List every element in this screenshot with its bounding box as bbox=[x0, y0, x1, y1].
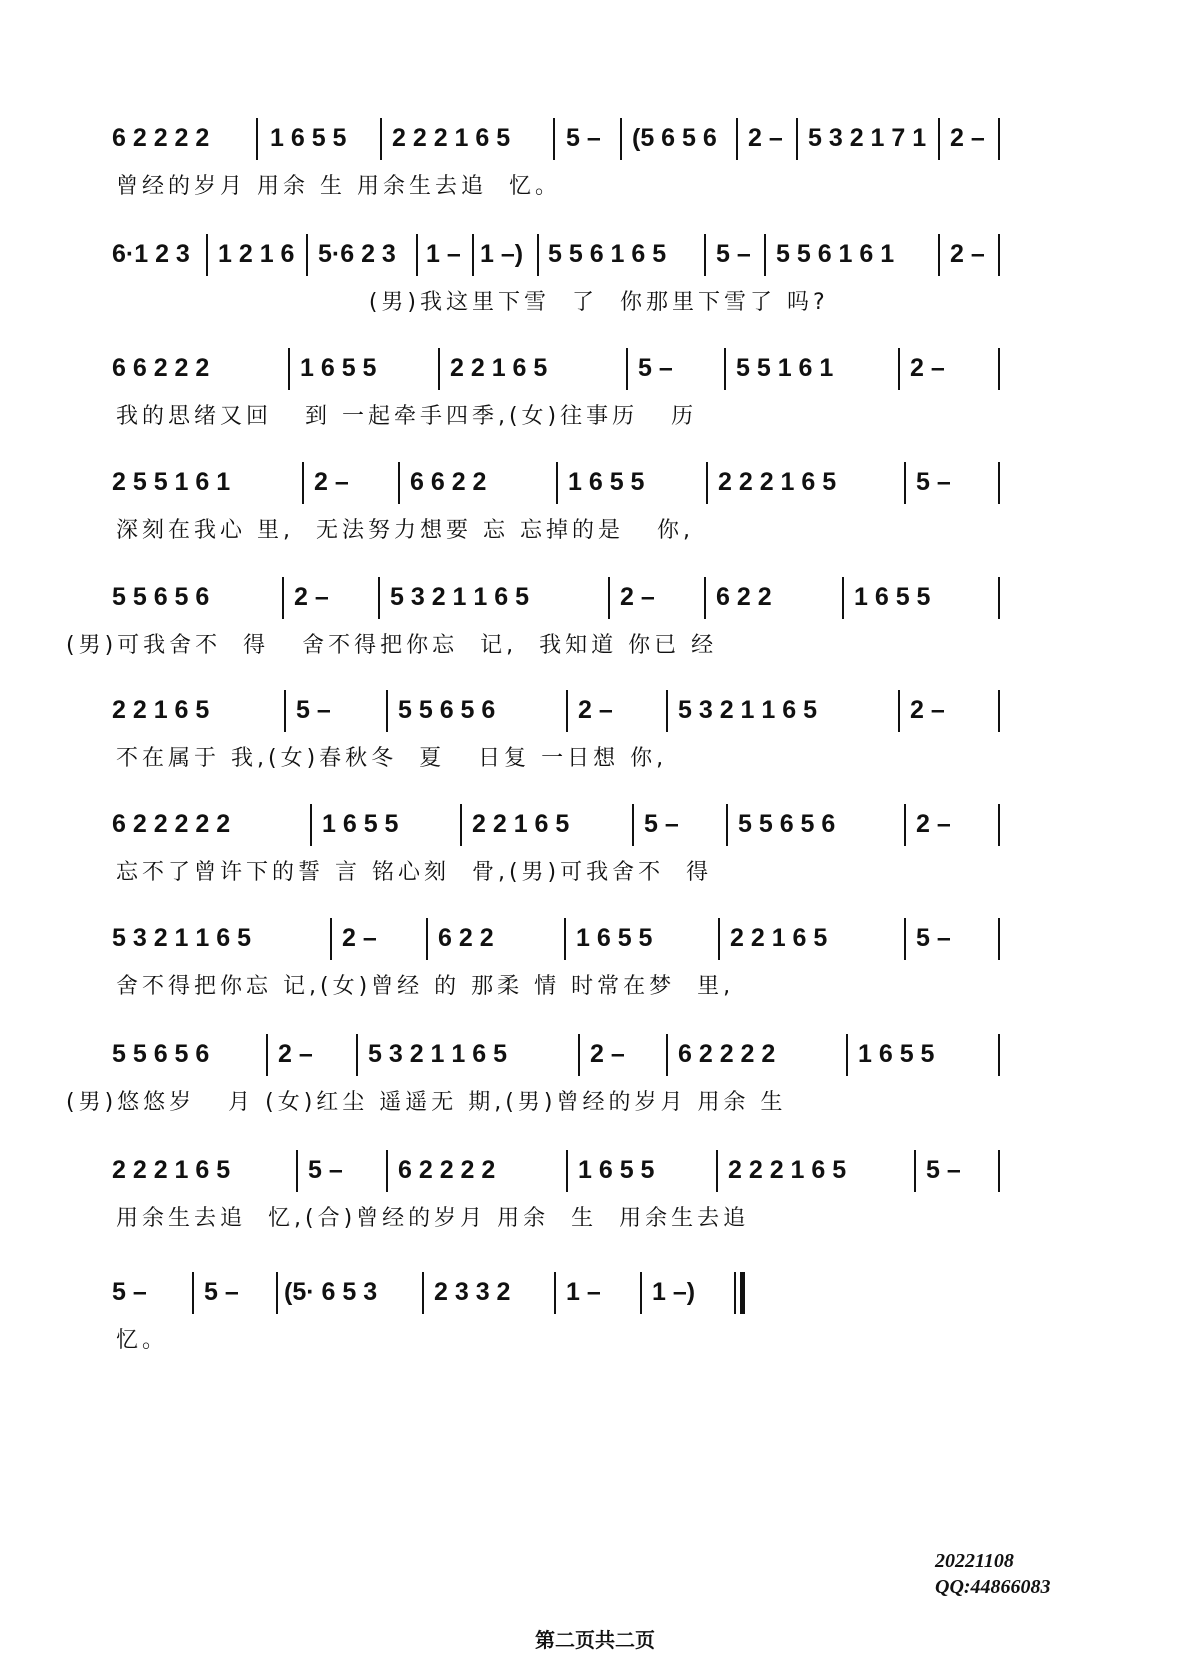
measure: 2 3 3 2 bbox=[434, 1278, 511, 1306]
barline bbox=[566, 690, 568, 732]
measure: 2 2 1 6 5 bbox=[112, 696, 210, 724]
lyric-line: 不在属于 我,(女)春秋冬 夏 日复 一日想 你, bbox=[116, 746, 668, 771]
signature-qq: QQ:44866083 bbox=[935, 1576, 1051, 1598]
measure: 1 6 5 5 bbox=[576, 924, 653, 952]
barline bbox=[578, 1034, 580, 1076]
measure: 2 – bbox=[578, 696, 613, 724]
barline bbox=[386, 1150, 388, 1192]
barline bbox=[998, 804, 1000, 846]
barline bbox=[556, 462, 558, 504]
measure: 2 2 2 1 6 5 bbox=[718, 468, 837, 496]
barline bbox=[904, 462, 906, 504]
measure: 5 3 2 1 1 6 5 bbox=[390, 583, 530, 611]
lyric-line: 用余生去追 忆,(合)曾经的岁月 用余 生 用余生去追 bbox=[116, 1206, 750, 1231]
notation-line bbox=[0, 918, 1190, 958]
barline bbox=[846, 1034, 848, 1076]
page-number: 第二页共二页 bbox=[535, 1628, 655, 1652]
barline bbox=[724, 348, 726, 390]
measure: 1 – bbox=[566, 1278, 601, 1306]
barline bbox=[632, 804, 634, 846]
score-system-11 bbox=[0, 1272, 1190, 1372]
measure: 5 5 6 1 6 5 bbox=[548, 240, 667, 268]
lyric-line: 忘不了曾许下的誓 言 铭心刻 骨,(男)可我舍不 得 bbox=[116, 860, 713, 885]
lyric-line: 忆。 bbox=[116, 1328, 169, 1353]
barline bbox=[296, 1150, 298, 1192]
barline bbox=[620, 118, 622, 160]
lyric-line: (男)悠悠岁 月 (女)红尘 遥遥无 期,(男)曾经的岁月 用余 生 bbox=[66, 1090, 787, 1115]
measure: 2 – bbox=[294, 583, 329, 611]
measure: 5 – bbox=[112, 1278, 147, 1306]
score-system-7 bbox=[0, 804, 1190, 904]
notation-line bbox=[0, 234, 1190, 274]
measure: 2 5 5 1 6 1 bbox=[112, 468, 231, 496]
measure: 1 –) bbox=[480, 240, 524, 268]
barline bbox=[666, 1034, 668, 1076]
barline bbox=[553, 118, 555, 160]
measure: 6 6 2 2 2 bbox=[112, 354, 210, 382]
measure: 6 2 2 2 2 2 bbox=[112, 810, 231, 838]
barline bbox=[736, 118, 738, 160]
barline bbox=[796, 118, 798, 160]
barline bbox=[356, 1034, 358, 1076]
measure: 1 6 5 5 bbox=[300, 354, 377, 382]
measure: 2 2 2 1 6 5 bbox=[392, 124, 511, 152]
score-system-6 bbox=[0, 690, 1190, 790]
barline bbox=[998, 1150, 1000, 1192]
measure: 2 – bbox=[620, 583, 655, 611]
barline bbox=[398, 462, 400, 504]
barline bbox=[554, 1272, 556, 1314]
barline bbox=[704, 577, 706, 619]
measure: 1 –) bbox=[652, 1278, 696, 1306]
barline bbox=[704, 234, 706, 276]
notation-line bbox=[0, 348, 1190, 388]
measure: 6 2 2 bbox=[716, 583, 772, 611]
final-barline-thin bbox=[734, 1272, 736, 1314]
barline bbox=[537, 234, 539, 276]
barline bbox=[276, 1272, 278, 1314]
measure: 5 5 6 5 6 bbox=[112, 583, 210, 611]
measure: 6 6 2 2 bbox=[410, 468, 487, 496]
measure: 5 – bbox=[308, 1156, 343, 1184]
barline bbox=[256, 118, 258, 160]
measure: 2 2 1 6 5 bbox=[730, 924, 828, 952]
barline bbox=[904, 804, 906, 846]
measure: 5 3 2 1 1 6 5 bbox=[678, 696, 818, 724]
measure: 1 6 5 5 bbox=[270, 124, 347, 152]
measure: 5 5 1 6 1 bbox=[736, 354, 834, 382]
measure: 5 – bbox=[638, 354, 673, 382]
barline bbox=[460, 804, 462, 846]
measure: 2 – bbox=[278, 1040, 313, 1068]
notation-line bbox=[0, 577, 1190, 617]
barline bbox=[938, 234, 940, 276]
barline bbox=[640, 1272, 642, 1314]
measure: 1 6 5 5 bbox=[854, 583, 931, 611]
measure: 1 – bbox=[426, 240, 461, 268]
score-system-8 bbox=[0, 918, 1190, 1018]
barline bbox=[842, 577, 844, 619]
measure: 6·1 2 3 bbox=[112, 240, 190, 268]
barline bbox=[998, 690, 1000, 732]
barline bbox=[998, 577, 1000, 619]
measure: 2 – bbox=[342, 924, 377, 952]
barline bbox=[330, 918, 332, 960]
score-system-10 bbox=[0, 1150, 1190, 1250]
measure: 5 – bbox=[296, 696, 331, 724]
barline bbox=[302, 462, 304, 504]
measure: 5 – bbox=[204, 1278, 239, 1306]
barline bbox=[564, 918, 566, 960]
barline bbox=[472, 234, 474, 276]
measure: 5 3 2 1 7 1 bbox=[808, 124, 927, 152]
barline bbox=[706, 462, 708, 504]
lyric-line: 深刻在我心 里, 无法努力想要 忘 忘掉的是 你, bbox=[116, 518, 694, 543]
barline bbox=[998, 348, 1000, 390]
measure: 2 2 2 1 6 5 bbox=[112, 1156, 231, 1184]
measure: 6 2 2 2 2 bbox=[678, 1040, 776, 1068]
measure: 2 2 1 6 5 bbox=[450, 354, 548, 382]
measure: 2 – bbox=[950, 124, 985, 152]
barline bbox=[426, 918, 428, 960]
measure: 6 2 2 bbox=[438, 924, 494, 952]
barline bbox=[998, 234, 1000, 276]
measure: 5 – bbox=[926, 1156, 961, 1184]
notation-line bbox=[0, 118, 1190, 158]
barline bbox=[288, 348, 290, 390]
measure: 2 – bbox=[748, 124, 783, 152]
measure: 5 3 2 1 1 6 5 bbox=[368, 1040, 508, 1068]
notation-line bbox=[0, 1272, 1190, 1312]
barline bbox=[898, 348, 900, 390]
barline bbox=[378, 577, 380, 619]
measure: 2 – bbox=[590, 1040, 625, 1068]
lyric-line: 舍不得把你忘 记,(女)曾经 的 那柔 情 时常在梦 里, bbox=[116, 974, 735, 999]
measure: (5 6 5 6 bbox=[632, 124, 717, 152]
measure: 1 6 5 5 bbox=[322, 810, 399, 838]
measure: 2 2 1 6 5 bbox=[472, 810, 570, 838]
measure: 1 2 1 6 bbox=[218, 240, 295, 268]
lyric-line: (男)我这里下雪 了 你那里下雪了 吗? bbox=[116, 290, 829, 315]
notation-line bbox=[0, 804, 1190, 844]
measure: 2 – bbox=[916, 810, 951, 838]
measure: 5 5 6 5 6 bbox=[398, 696, 496, 724]
measure: 1 6 5 5 bbox=[858, 1040, 935, 1068]
measure: 5 – bbox=[644, 810, 679, 838]
measure: 5 – bbox=[916, 468, 951, 496]
measure: 2 2 2 1 6 5 bbox=[728, 1156, 847, 1184]
barline bbox=[438, 348, 440, 390]
barline bbox=[608, 577, 610, 619]
lyric-line: 曾经的岁月 用余 生 用余生去追 忆。 bbox=[116, 174, 561, 199]
measure: (5· 6 5 3 bbox=[284, 1278, 378, 1306]
measure: 5 5 6 5 6 bbox=[112, 1040, 210, 1068]
lyric-line: 我的思绪又回 到 一起牵手四季,(女)往事历 历 bbox=[116, 404, 698, 429]
barline bbox=[666, 690, 668, 732]
barline bbox=[566, 1150, 568, 1192]
barline bbox=[998, 1034, 1000, 1076]
measure: 5 5 6 1 6 1 bbox=[776, 240, 895, 268]
signature-date: 20221108 bbox=[935, 1550, 1014, 1572]
barline bbox=[266, 1034, 268, 1076]
barline bbox=[718, 918, 720, 960]
measure: 5 – bbox=[566, 124, 601, 152]
barline bbox=[386, 690, 388, 732]
barline bbox=[998, 118, 1000, 160]
barline bbox=[626, 348, 628, 390]
barline bbox=[764, 234, 766, 276]
measure: 2 – bbox=[314, 468, 349, 496]
barline bbox=[904, 918, 906, 960]
measure: 2 – bbox=[910, 696, 945, 724]
barline bbox=[938, 118, 940, 160]
score-system-9 bbox=[0, 1034, 1190, 1134]
barline bbox=[898, 690, 900, 732]
measure: 6 2 2 2 2 bbox=[112, 124, 210, 152]
measure: 5 5 6 5 6 bbox=[738, 810, 836, 838]
barline bbox=[726, 804, 728, 846]
score-system-5 bbox=[0, 577, 1190, 677]
score-system-4 bbox=[0, 462, 1190, 562]
barline bbox=[310, 804, 312, 846]
barline bbox=[716, 1150, 718, 1192]
score-system-3 bbox=[0, 348, 1190, 448]
barline bbox=[998, 462, 1000, 504]
measure: 1 6 5 5 bbox=[568, 468, 645, 496]
barline bbox=[192, 1272, 194, 1314]
measure: 5 – bbox=[916, 924, 951, 952]
barline bbox=[282, 577, 284, 619]
lyric-line: (男)可我舍不 得 舍不得把你忘 记, 我知道 你已 经 bbox=[66, 633, 718, 658]
final-barline-thick bbox=[740, 1272, 745, 1314]
barline bbox=[416, 234, 418, 276]
barline bbox=[998, 918, 1000, 960]
barline bbox=[284, 690, 286, 732]
score-system-2 bbox=[0, 234, 1190, 334]
measure: 2 – bbox=[910, 354, 945, 382]
measure: 2 – bbox=[950, 240, 985, 268]
barline bbox=[206, 234, 208, 276]
barline bbox=[306, 234, 308, 276]
barline bbox=[380, 118, 382, 160]
measure: 5·6 2 3 bbox=[318, 240, 396, 268]
notation-line bbox=[0, 462, 1190, 502]
barline bbox=[422, 1272, 424, 1314]
barline bbox=[914, 1150, 916, 1192]
measure: 6 2 2 2 2 bbox=[398, 1156, 496, 1184]
score-system-1 bbox=[0, 118, 1190, 218]
measure: 5 3 2 1 1 6 5 bbox=[112, 924, 252, 952]
measure: 1 6 5 5 bbox=[578, 1156, 655, 1184]
notation-line bbox=[0, 1034, 1190, 1074]
measure: 5 – bbox=[716, 240, 751, 268]
notation-line bbox=[0, 690, 1190, 730]
notation-line bbox=[0, 1150, 1190, 1190]
